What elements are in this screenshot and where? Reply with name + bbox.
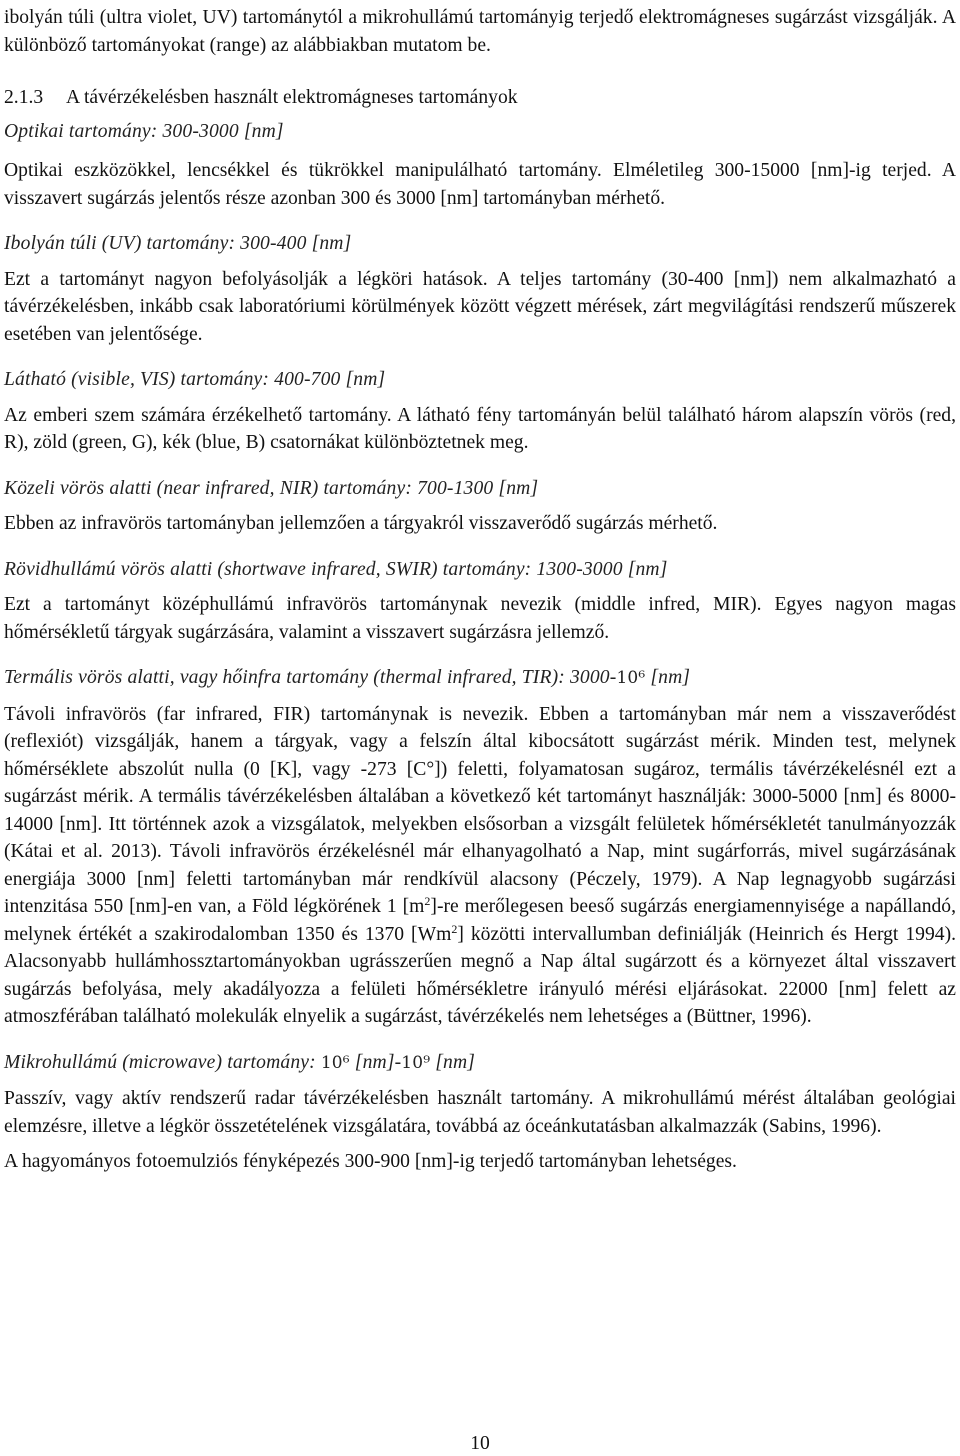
range-text-tir-part-b: ]-re merőlegesen beeső sugárzás energiamennyisége a napállandó, melynek értékét a szakirodalomban 1350 és 1370 [Wm bbox=[4, 896, 957, 945]
range-text-tir-sup-2: 2 bbox=[451, 921, 458, 936]
section-number: 2.1.3 bbox=[4, 87, 44, 108]
range-title-tir bbox=[4, 664, 956, 693]
range-title-swir: Rövidhullámú vörös alatti (shortwave infrared, SWIR) tartomány: 1300-3000 [nm] bbox=[4, 558, 668, 580]
range-title-optical: Optikai tartomány: 300-3000 [nm] bbox=[4, 120, 284, 142]
document-page bbox=[4, 0, 956, 1176]
section-heading bbox=[4, 84, 956, 112]
range-title-tir-math: 10⁶ bbox=[616, 668, 646, 688]
range-title-microwave-math-2: 10⁹ bbox=[401, 1052, 431, 1073]
range-title-uv: Ibolyán túli (UV) tartomány: 300-400 [nm] bbox=[4, 233, 352, 254]
range-title-microwave bbox=[4, 1049, 956, 1078]
range-title-microwave-suffix: [nm] bbox=[430, 1051, 476, 1073]
range-title-nir: Közeli vörös alatti (near infrared, NIR) tartomány: 700-1300 [nm] bbox=[4, 477, 539, 499]
range-text-tir-sup-1: 2 bbox=[424, 894, 431, 908]
range-text-tir bbox=[4, 701, 956, 1031]
range-title-tir-prefix: Termális vörös alatti, vagy hőinfra tartomány (thermal infrared, TIR): 3000- bbox=[4, 667, 617, 688]
range-text-tir-part-c: ] közötti intervallumban definiálják (Heinrich és Hergt 1994). Alacsonyabb hullámhossztartományokban ugrásszerűen megnő a Nap által sugárzott és a környezet által visszavert sugárzás befolyása, mely akadályozza a felületi hőmérsékletre irányuló mérési eljárásokat. 22000 [nm] felett az atmoszférában található molekulák elnyelik a sugárzást, távérzékelés nem lehetséges a (Büttner, 1996). bbox=[4, 923, 956, 1027]
range-text-tir-part-a: Távoli infravörös (far infrared, FIR) tartománynak is nevezik. Ebben a tartományban már nem a visszaverődést (reflexiót) vizsgálják, hanem a tárgyak, vagy a felszín által kibocsátott sugárzást mérik. Minden test, melynek hőmérséklete abszolút nulla (0 [K], vagy -273 [C°]) feletti, folyamatosan sugároz, termális távérzékelésnél ezt a sugárzást mérik. A termális távérzékelésben általában a következő két tartományt használják: 3000-5000 [nm] és 8000-14000 [nm]. Itt történnek azok a vizsgálatok, melyekben elsősorban a vizsgált felületek hőmérsékletét tanulmányozzák (Kátai et al. 2013). Távoli infravörös érzékelésnél már elhanyagolható a Nap, mint sugárforrás, mivel sugárzásának energiája 3000 [nm] feletti tartományban már rendkívül alacsony (Péczely, 1979). A Nap legnagyobb sugárzási intenzitása 550 [nm]-en van, a Föld légkörének 1 [m bbox=[4, 703, 956, 917]
closing-paragraph: A hagyományos fotoemulziós fényképezés 300-900 [nm]-ig terjedő tartományban lehetséges. bbox=[4, 1151, 737, 1172]
range-text-swir: Ezt a tartományt középhullámú infravörös tartománynak nevezik (middle infred, MIR). Egyes nagyon magas hőmérsékletű tárgyak sugárzására, valamint a visszavert sugárzásra jellemző. bbox=[4, 594, 956, 643]
range-title-microwave-mid: [nm]- bbox=[349, 1051, 402, 1073]
range-title-tir-suffix: [nm] bbox=[645, 667, 691, 688]
range-text-visible: Az emberi szem számára érzékelhető tartomány. A látható fény tartományán belül található három alapszín vörös (red, R), zöld (green, G), kék (blue, B) csatornákat különböztetnek meg. bbox=[4, 404, 956, 453]
range-title-microwave-math-1: 10⁶ bbox=[320, 1052, 350, 1073]
range-text-uv: Ezt a tartományt nagyon befolyásolják a légköri hatások. A teljes tartomány (30-400 [nm]) nem alkalmazható a távérzékelésben, inkább csak laboratóriumi körülmények között végzett mérések, zárt megvilágítási rendszerű műszerek esetében van jelentősége. bbox=[4, 268, 956, 345]
range-text-microwave: Passzív, vagy aktív rendszerű radar távérzékelésben használt tartomány. A mikrohullámú mérést általában geológiai elemzésre, illetve a légkör összetételének vizsgálatára, továbbá az óceánkutatásban alkalmazzák (Sabins, 1996). bbox=[4, 1088, 956, 1137]
range-title-microwave-prefix: Mikrohullámú (microwave) tartomány: bbox=[4, 1051, 321, 1073]
range-title-visible: Látható (visible, VIS) tartomány: 400-700 [nm] bbox=[4, 369, 386, 390]
range-text-nir: Ebben az infravörös tartományban jellemzően a tárgyakról visszaverődő sugárzás mérhető. bbox=[4, 513, 718, 534]
range-text-optical: Optikai eszközökkel, lencsékkel és tükrökkel manipulálható tartomány. Elméletileg 300-15000 [nm]-ig terjed. A visszavert sugárzás jelentős része azonban 300 és 3000 [nm] tartományban mérhető. bbox=[4, 160, 956, 209]
paragraph-gap bbox=[4, 1140, 956, 1148]
intro-paragraph: ibolyán túli (ultra violet, UV) tartománytól a mikrohullámú tartományig terjedő elektromágneses sugárzást vizsgálják. A különböző tartományokat (range) az alábbiakban mutatom be. bbox=[4, 7, 956, 56]
page-number: 10 bbox=[470, 1433, 490, 1454]
section-title: A távérzékelésben használt elektromágneses tartományok bbox=[66, 87, 518, 108]
